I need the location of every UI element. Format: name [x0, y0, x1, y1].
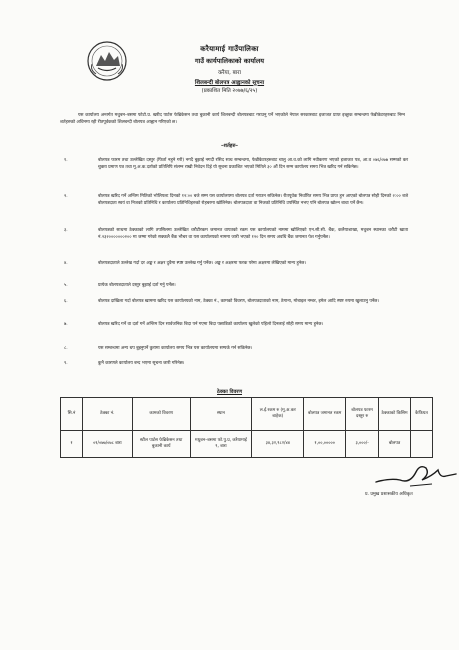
condition-text: कुनै कारणले कार्यालय बन्द भएमा सूचना जारी गरिनेछ। — [98, 361, 185, 366]
condition-text: बोलपत्र फारम तथा उल्लेखित दस्तुर (फिर्ता नहुने गरी) नगदै बुझाई नगदी रसिद साथ सम्बन्धमा, फेब्रीकेटरहरुबाट चालु आ.व.को लागि नवीकरण भएको इजाजत पत्र, आ.व ०७६/०७७ सम्मको कर चुक्ता प्रमाण पत्र तथा मू.अ.क.दर्ताको प्रतिलिपि संलग्न राखी निवेदन दिई यो सूचना प्रकाशित भएको मितिले ३० औं दिन सम्म कार्यालय समय भित्र खरिद गर्न सकिनेछ। — [98, 158, 408, 170]
table-cell: १,००,००००० — [304, 431, 346, 458]
condition-text: प्रत्येक बोलपत्रदाताले दस्तुर बुझाई दर्ता गर्नु पर्नेछ। — [98, 283, 176, 288]
condition-number: ७. — [64, 322, 68, 327]
header-cell: ठेक्का नं. — [82, 398, 132, 431]
header-cell: स्थान — [190, 398, 252, 431]
condition-text: यस सम्बन्धमा अन्य थप बुझ्नुपर्ने कुरामा कार्यालय समय भित्र यस कार्यालयमा सम्पर्क गर्न सकिनेछ। — [98, 346, 253, 351]
condition-text: बोलपत्रदाताले उल्लेख गर्दा दर अङ्क र अक्षर दुवैमा स्पष्ट उल्लेख गर्नु पर्नेछ। अङ्क र अक्षरमा फरक परेमा अक्षरमा लेखिएको मान्य हुनेछ। — [98, 261, 307, 266]
table-cell — [410, 431, 432, 458]
table-cell: ३,०००/- — [346, 431, 379, 458]
office-address: करैया, बारा — [218, 70, 241, 76]
table-cell: १ — [61, 431, 83, 458]
condition-number: ३. — [64, 228, 68, 233]
condition-number: ५. — [64, 283, 68, 288]
handwritten-signature — [370, 458, 459, 490]
header-cell: कैफियत — [410, 398, 432, 431]
condition-number: १. — [64, 158, 68, 163]
condition-number: ८. — [64, 346, 68, 351]
condition-number: ६. — [64, 299, 68, 304]
condition-text: बोलपत्र दाखिला गर्दा बोलपत्र खाममा खरिद यस कार्यालयको नाम, ठेक्का नं., कामको विवरण, बोलपत्रदाताको नाम, ठेगाना, मोबाइल नम्बर, इमेल आदि स्पष्ट रुपमा खुलाउनु पर्नेछ। — [98, 299, 380, 304]
condition-number: ४. — [64, 261, 68, 266]
condition-text: बोलपत्र खरिद गर्ने वा दर्ता गर्ने अन्तिम दिन सार्वजनिक बिदा पर्न गएमा बिदा पछाडिको कार्यालय खुलेको पहिलो दिनलाई सोही समय मान्य हुनेछ। — [98, 322, 324, 327]
table-cell: ३४,३२,९८२/४४ — [252, 431, 304, 458]
table-caption: ठेक्का विवरण — [216, 389, 243, 395]
table-cell: बोलपत्र — [379, 431, 411, 458]
conditions-title: –शर्तहरु– — [221, 143, 238, 149]
header-cell: कामको विवरण — [132, 398, 190, 431]
header-cell: ल.ई.रकम रु (मू.अ.कर बाहेक) — [252, 398, 304, 431]
intro-paragraph: यस कार्यालय अन्तर्गत मधुबन–बसमा फोटो.प्र. खरीद पार्टस फेब्रिकेसन तथा बुकानी कार्य शिलबन्दी बोलपत्रबाट गराउनु पर्ने भएकोले नेपाल सरकारबाट इजाजत प्राप्त इच्छुक सम्बन्धमा फेब्रीकेटरहरुबाट निम्न शर्तहरुको अधिनमा रही रीतपूर्वकको शिलबन्दी बोलपत्र आह्वान गरिएको छ। — [60, 113, 405, 125]
header-cell: ठेक्काको किसिम — [379, 398, 411, 431]
signatory-title: प्र. प्रमुख प्रशासकीय अधिकृत — [365, 492, 413, 497]
header-cell: सि.नं — [61, 398, 83, 431]
office-subtitle: गाउँ कार्यपालिकाको कार्यालय — [195, 57, 264, 65]
table-header-row — [61, 398, 433, 431]
table-cell: स्टील पार्टस फेब्रिकेसन तथा बुकानी कार्य — [132, 431, 190, 458]
table-cell: मधुबन–बसमा फो.पु.प्र, करैयामाई ९, बारा — [190, 431, 252, 458]
header-cell: बोलपत्र जमानत रकम — [304, 398, 346, 431]
table-cell: ०१/०७७/०७८ बारा — [82, 431, 132, 458]
condition-number: २. — [64, 194, 68, 199]
condition-text: बोलपत्रको साथमा ठेक्काको लागि तपसिलमा उल्लेखित धरौटीरकम जमानत वापतको रकम यस कार्यालयको नाममा खोलिएको एन.सी.सी. बैंक, कलैयाशाखा, मधुबन स्थानका धरौटी खाता नं.२३२०००००००२०० मा जम्मा गरेको सक्कलै बैंक भौचर वा यस कार्यालयको नाममा जारी भएको १२० दिन समय अवधि बैंक जमानत पेश गर्नुपर्नेछ। — [98, 228, 408, 240]
notice-title: शिलबन्दी बोलपत्र आह्वानको सूचना — [194, 80, 265, 86]
header-cell: बोलपत्र फारम दस्तुर रु — [346, 398, 379, 431]
contract-table — [60, 397, 433, 458]
table-row — [61, 431, 433, 458]
publish-date: (प्रकाशित मिति २०७७/६/२५) — [201, 88, 258, 94]
condition-number: ९. — [64, 361, 68, 366]
condition-text: बोलपत्र खरिद गर्ने अन्तिम मितिको भोलिपल्ट दिनको १२:०० बजे सम्म यस कार्यालयमा बोलपत्र दर्ता गराउन सकिनेछ। रीतपूर्वक निर्धारित समय भित्र प्राप्त हुन आएको बोलपत्र सोही दिनको २:०० बजे बोलपत्रदाता स्वयं वा निजको प्रतिनिधि र कार्यालय प्रतिनिधिहरुको रोहबरमा खोलिनेछ। बोलपत्रदाता वा निजको प्रतिनिधि उपस्थित नभए पनि बोलपत्र खोल्न बाधा पर्ने छैन। — [98, 194, 408, 206]
office-name: करैयामाई गाउँपालिका — [200, 45, 259, 53]
